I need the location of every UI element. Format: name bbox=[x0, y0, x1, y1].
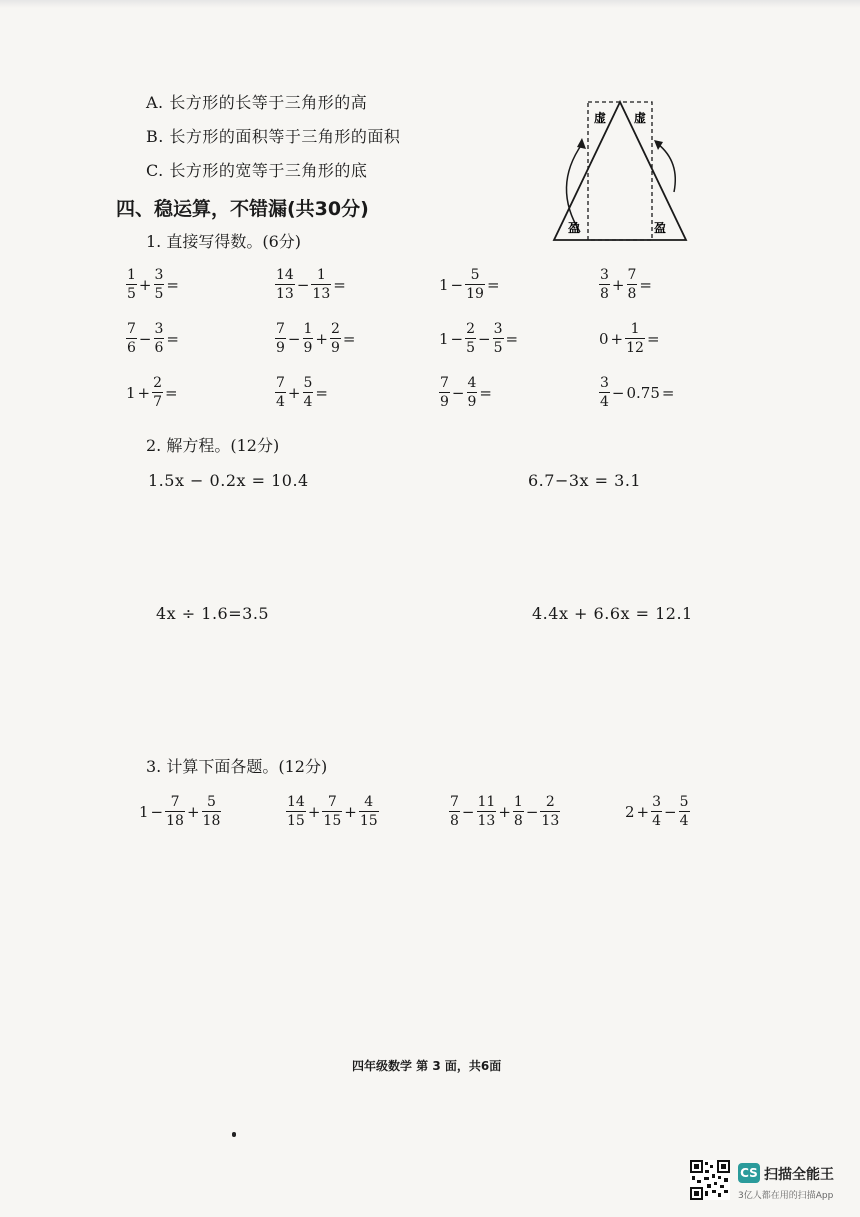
cs-logo-icon: CS bbox=[738, 1163, 760, 1183]
fraction: $\frac{7}{15}$ bbox=[323, 794, 342, 829]
scan-edge bbox=[0, 0, 860, 8]
fraction: $\frac{14}{13}$ bbox=[276, 267, 294, 302]
expr-token: = bbox=[333, 275, 346, 294]
q3-item bbox=[448, 795, 561, 828]
fraction: $\frac{7}{9}$ bbox=[440, 375, 449, 410]
fraction: $\frac{4}{9}$ bbox=[467, 375, 477, 410]
fraction: $\frac{3}{5}$ bbox=[493, 321, 503, 356]
fraction: $\frac{1}{12}$ bbox=[626, 321, 644, 356]
expr-token: = bbox=[661, 383, 675, 402]
expr-token: + bbox=[344, 802, 357, 821]
fraction: $\frac{11}{13}$ bbox=[477, 794, 496, 829]
expr-token: + bbox=[287, 383, 301, 402]
expr-token: = bbox=[639, 275, 652, 294]
equation-4: 4.4x + 6.6x = 12.1 bbox=[532, 604, 693, 623]
qr-code-icon bbox=[690, 1160, 730, 1200]
q1-item bbox=[125, 268, 180, 301]
fraction: $\frac{3}{6}$ bbox=[154, 321, 164, 356]
expr-token: = bbox=[165, 383, 178, 402]
expr-token: = bbox=[486, 275, 500, 294]
deficit-label-right: 虚 bbox=[634, 111, 647, 125]
expr-token: = bbox=[505, 329, 519, 348]
expr-token: 1 bbox=[139, 802, 149, 821]
q3-item bbox=[138, 795, 222, 828]
expr-token: + bbox=[138, 275, 152, 294]
q1-item bbox=[598, 322, 661, 355]
expr-token: − bbox=[450, 275, 464, 294]
expr-token: = bbox=[166, 329, 179, 348]
equation-2: 6.7−3x = 3.1 bbox=[528, 471, 642, 490]
page-footer: 四年级数学 第 3 面，共6面 bbox=[352, 1059, 502, 1073]
surplus-label-right: 盈 bbox=[654, 221, 667, 235]
fraction: $\frac{3}{4}$ bbox=[600, 375, 609, 410]
fraction: $\frac{3}{5}$ bbox=[154, 267, 164, 302]
fraction: $\frac{7}{9}$ bbox=[276, 321, 285, 356]
q1-item bbox=[438, 376, 493, 409]
expr-token: = bbox=[479, 383, 492, 402]
expr-token: − bbox=[478, 329, 491, 348]
scan-speck bbox=[232, 1132, 236, 1137]
expr-token: − bbox=[450, 329, 464, 348]
fraction: $\frac{5}{4}$ bbox=[679, 794, 689, 829]
expr-token: + bbox=[610, 329, 624, 348]
expr-token: = bbox=[646, 329, 660, 348]
expr-token: = bbox=[166, 275, 179, 294]
expr-token: 2 bbox=[625, 802, 635, 821]
expr-token: 0.75 bbox=[626, 383, 660, 402]
fraction: $\frac{2}{5}$ bbox=[466, 321, 476, 356]
fraction: $\frac{3}{4}$ bbox=[652, 794, 662, 829]
option-b: B. 长方形的面积等于三角形的面积 bbox=[146, 127, 401, 146]
fraction: $\frac{14}{15}$ bbox=[287, 794, 305, 829]
fraction: $\frac{7}{8}$ bbox=[627, 267, 637, 302]
fraction: $\frac{5}{19}$ bbox=[466, 267, 484, 302]
fraction: $\frac{7}{8}$ bbox=[450, 794, 459, 829]
q1-item bbox=[125, 376, 179, 409]
equation-3: 4x ÷ 1.6=3.5 bbox=[156, 604, 270, 623]
fraction: $\frac{2}{9}$ bbox=[331, 321, 340, 356]
expr-token: = bbox=[342, 329, 356, 348]
question-3-title: 3. 计算下面各题。(12分) bbox=[146, 757, 328, 776]
fraction: $\frac{2}{13}$ bbox=[541, 794, 560, 829]
expr-token: − bbox=[138, 329, 152, 348]
expr-token: − bbox=[287, 329, 301, 348]
expr-token: + bbox=[137, 383, 151, 402]
expr-token: 1 bbox=[439, 329, 449, 348]
fraction: $\frac{3}{8}$ bbox=[600, 267, 609, 302]
expr-token: + bbox=[636, 802, 650, 821]
q1-item bbox=[598, 268, 653, 301]
fraction: $\frac{5}{18}$ bbox=[202, 794, 221, 829]
question-2-title: 2. 解方程。(12分) bbox=[146, 436, 280, 455]
expr-token: − bbox=[451, 383, 465, 402]
q1-item bbox=[125, 322, 180, 355]
q1-item bbox=[274, 322, 357, 355]
fraction: $\frac{5}{4}$ bbox=[303, 375, 313, 410]
fraction: $\frac{4}{15}$ bbox=[359, 794, 378, 829]
option-a: A. 长方形的长等于三角形的高 bbox=[146, 93, 368, 112]
surplus-label-left: 盈 bbox=[568, 221, 581, 235]
q1-item bbox=[598, 376, 675, 409]
expr-token: + bbox=[315, 329, 328, 348]
expr-token: − bbox=[461, 802, 475, 821]
expr-token: = bbox=[315, 383, 328, 402]
expr-token: + bbox=[186, 802, 200, 821]
fraction: $\frac{7}{4}$ bbox=[276, 375, 285, 410]
fraction: $\frac{2}{7}$ bbox=[153, 375, 163, 410]
fraction: $\frac{7}{6}$ bbox=[127, 321, 136, 356]
section-title: 四、稳运算，不错漏(共30分) bbox=[116, 198, 369, 220]
q1-item bbox=[438, 322, 519, 355]
fraction: $\frac{1}{5}$ bbox=[127, 267, 136, 302]
fraction: $\frac{1}{13}$ bbox=[312, 267, 331, 302]
fraction: $\frac{7}{18}$ bbox=[166, 794, 184, 829]
expr-token: − bbox=[150, 802, 164, 821]
expr-token: − bbox=[296, 275, 310, 294]
q3-item bbox=[624, 795, 691, 828]
expr-token: + bbox=[307, 802, 321, 821]
fraction: $\frac{1}{9}$ bbox=[303, 321, 313, 356]
q3-item bbox=[285, 795, 380, 828]
question-1-title: 1. 直接写得数。(6分) bbox=[146, 232, 302, 251]
option-c: C. 长方形的宽等于三角形的底 bbox=[146, 161, 368, 180]
expr-token: + bbox=[611, 275, 625, 294]
expr-token: 1 bbox=[126, 383, 136, 402]
brand-name: 扫描全能王 bbox=[764, 1167, 834, 1183]
equation-1: 1.5x − 0.2x = 10.4 bbox=[148, 471, 309, 490]
expr-token: − bbox=[611, 383, 625, 402]
expr-token: − bbox=[664, 802, 677, 821]
expr-token: + bbox=[498, 802, 511, 821]
q1-item bbox=[274, 268, 347, 301]
brand-tagline: 3亿人都在用的扫描App bbox=[738, 1191, 834, 1201]
triangle-rectangle-figure bbox=[550, 92, 690, 247]
q1-item bbox=[438, 268, 501, 301]
expr-token: 0 bbox=[599, 329, 609, 348]
expr-token: − bbox=[525, 802, 539, 821]
q1-item bbox=[274, 376, 329, 409]
expr-token: 1 bbox=[439, 275, 449, 294]
fraction: $\frac{1}{8}$ bbox=[513, 794, 523, 829]
deficit-label-left: 虚 bbox=[594, 111, 607, 125]
